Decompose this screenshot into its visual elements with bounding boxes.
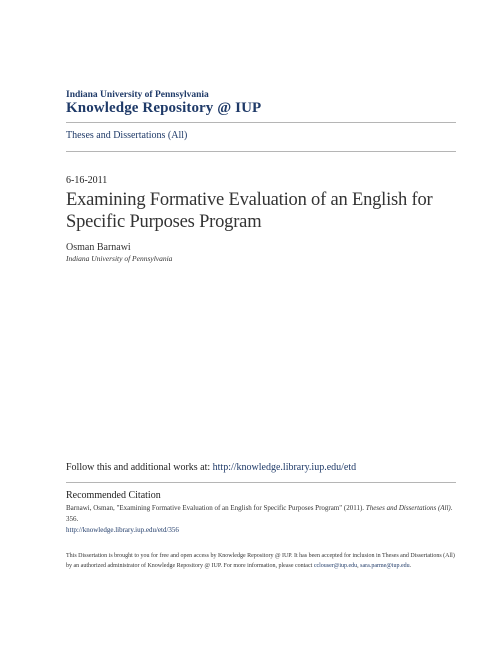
collection-link[interactable]: Theses and Dissertations (All) xyxy=(66,130,188,141)
notice-end: . xyxy=(409,563,412,569)
collection-divider xyxy=(66,151,456,152)
citation-number: . 356. xyxy=(66,504,453,523)
contact-email-1[interactable]: cclouser@iup.edu xyxy=(313,563,358,569)
citation-text: Barnawi, Osman, "Examining Formative Evaluation of an English for Specific Purposes Program" (2011). xyxy=(66,504,366,512)
author-name[interactable]: Osman Barnawi xyxy=(66,242,131,253)
notice-separator: , xyxy=(357,563,361,569)
recommended-citation-heading: Recommended Citation xyxy=(66,490,161,501)
notice-text: This Dissertation is brought to you for free and open access by Knowledge Repository @ IUP. It has been accepted for inclusion in Theses and Dissertations (All) by an authorized administrator of Knowledge Repository @ IUP. For more information, please contact xyxy=(66,553,455,569)
citation-divider xyxy=(66,482,456,483)
header-divider xyxy=(66,122,456,123)
access-notice xyxy=(66,551,456,571)
document-title: Examining Formative Evaluation of an English for Specific Purposes Program xyxy=(66,190,433,232)
citation-link[interactable]: http://knowledge.library.iup.edu/etd/356 xyxy=(66,526,179,534)
author-affiliation: Indiana University of Pennsylvania xyxy=(66,254,173,263)
citation-series: Theses and Dissertations (All) xyxy=(365,504,451,512)
follow-link[interactable]: http://knowledge.library.iup.edu/etd xyxy=(212,462,357,473)
follow-line xyxy=(66,462,356,473)
citation-block xyxy=(66,503,456,536)
university-name: Indiana University of Pennsylvania xyxy=(66,90,209,100)
repository-title[interactable]: Knowledge Repository @ IUP xyxy=(66,100,262,116)
contact-email-2[interactable]: sara.parme@iup.edu xyxy=(360,563,410,569)
publication-date: 6-16-2011 xyxy=(66,175,108,186)
follow-text: Follow this and additional works at: xyxy=(66,462,213,473)
